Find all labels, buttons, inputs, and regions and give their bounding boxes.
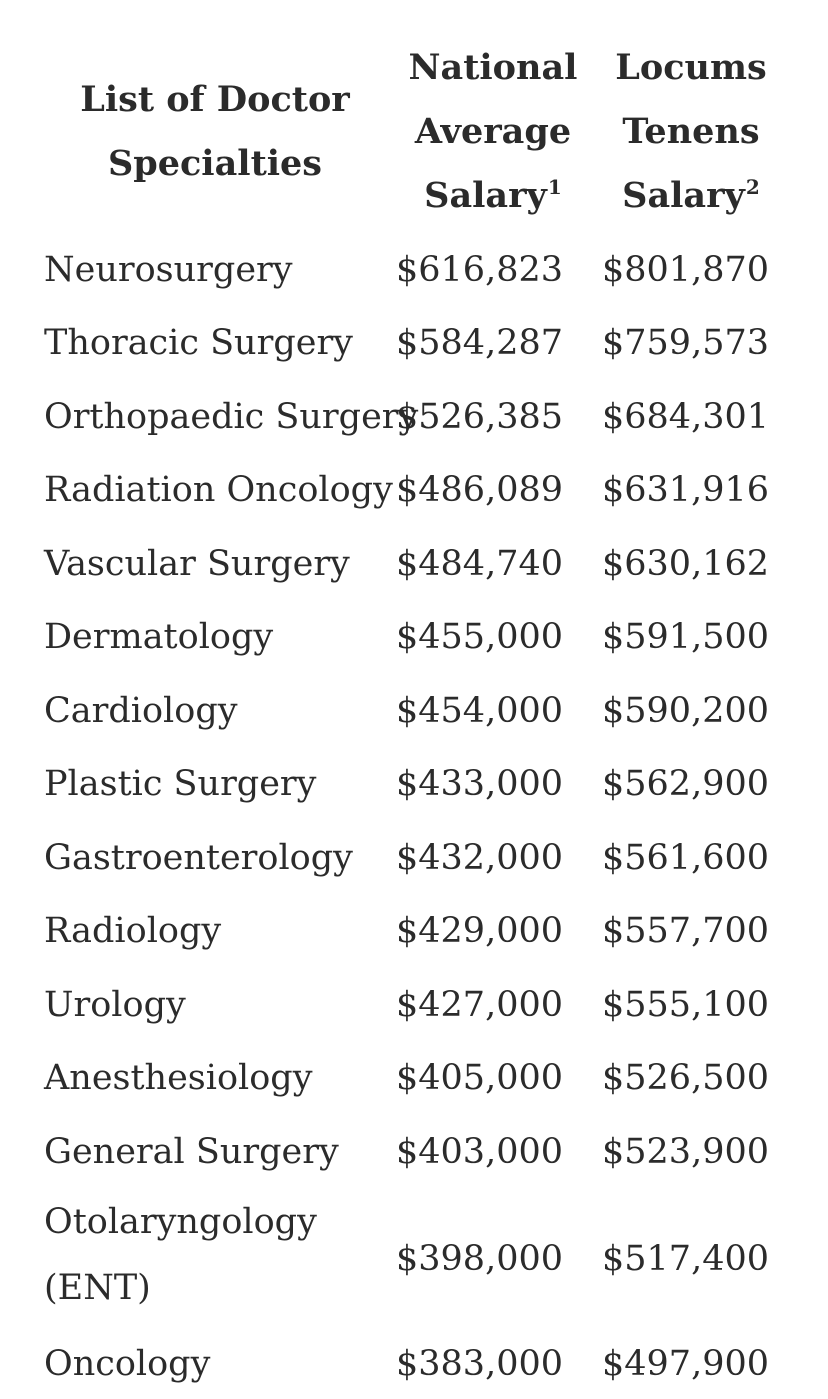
locums-salary-cell: $497,900 bbox=[602, 1344, 770, 1384]
header-locums-tenens bbox=[596, 36, 786, 228]
specialty-cell: Dermatology bbox=[44, 617, 274, 657]
national-salary-cell: $433,000 bbox=[396, 764, 564, 804]
locums-salary-cell: $523,900 bbox=[602, 1132, 770, 1172]
header-locums-line-3-text: Salary bbox=[622, 175, 745, 216]
specialty-line-1: Otolaryngology bbox=[44, 1202, 317, 1242]
national-salary-cell: $405,000 bbox=[396, 1058, 564, 1098]
locums-salary-cell: $517,400 bbox=[602, 1239, 770, 1279]
national-salary-cell: $398,000 bbox=[396, 1239, 564, 1279]
specialty-cell: Urology bbox=[44, 985, 186, 1025]
header-specialty-line-1: List of Doctor bbox=[80, 79, 350, 120]
header-specialty bbox=[30, 68, 400, 196]
header-locums-line-3 bbox=[596, 164, 786, 228]
specialty-cell: Radiology bbox=[44, 911, 222, 951]
national-salary-cell: $432,000 bbox=[396, 838, 564, 878]
specialty-cell: Radiation Oncology bbox=[44, 470, 393, 510]
locums-salary-cell: $801,870 bbox=[602, 250, 770, 290]
national-salary-cell: $584,287 bbox=[396, 323, 564, 363]
header-national-line-3-text: Salary bbox=[424, 175, 547, 216]
locums-salary-cell: $561,600 bbox=[602, 838, 770, 878]
specialty-cell bbox=[44, 1189, 317, 1321]
locums-salary-cell: $555,100 bbox=[602, 985, 770, 1025]
footnote-2-marker: 2 bbox=[745, 175, 760, 200]
locums-salary-cell: $684,301 bbox=[602, 397, 770, 437]
national-salary-cell: $616,823 bbox=[396, 250, 564, 290]
national-salary-cell: $526,385 bbox=[396, 397, 564, 437]
header-national-line-2: Average bbox=[414, 111, 572, 152]
national-salary-cell: $484,740 bbox=[396, 544, 564, 584]
specialty-cell: Neurosurgery bbox=[44, 250, 293, 290]
national-salary-cell: $455,000 bbox=[396, 617, 564, 657]
specialty-cell: Plastic Surgery bbox=[44, 764, 317, 804]
locums-salary-cell: $590,200 bbox=[602, 691, 770, 731]
locums-salary-cell: $591,500 bbox=[602, 617, 770, 657]
header-national-average bbox=[398, 36, 588, 228]
locums-salary-cell: $759,573 bbox=[602, 323, 770, 363]
header-specialty-line-2: Specialties bbox=[107, 143, 323, 184]
specialty-cell: Vascular Surgery bbox=[44, 544, 350, 584]
header-locums-line-2: Tenens bbox=[622, 111, 760, 152]
specialty-cell: Anesthesiology bbox=[44, 1058, 313, 1098]
national-salary-cell: $427,000 bbox=[396, 985, 564, 1025]
locums-salary-cell: $631,916 bbox=[602, 470, 770, 510]
specialty-cell: Oncology bbox=[44, 1344, 211, 1384]
specialty-cell: Orthopaedic Surgery bbox=[44, 397, 419, 437]
specialty-cell: Gastroenterology bbox=[44, 838, 353, 878]
locums-salary-cell: $557,700 bbox=[602, 911, 770, 951]
locums-salary-cell: $630,162 bbox=[602, 544, 770, 584]
specialty-cell: General Surgery bbox=[44, 1132, 339, 1172]
header-locums-line-1: Locums bbox=[615, 47, 767, 88]
locums-salary-cell: $562,900 bbox=[602, 764, 770, 804]
specialty-cell: Thoracic Surgery bbox=[44, 323, 353, 363]
national-salary-cell: $429,000 bbox=[396, 911, 564, 951]
specialty-cell: Cardiology bbox=[44, 691, 238, 731]
national-salary-cell: $403,000 bbox=[396, 1132, 564, 1172]
specialty-line-2: (ENT) bbox=[44, 1268, 151, 1308]
header-national-line-1: National bbox=[408, 47, 578, 88]
footnote-1-marker: 1 bbox=[547, 175, 562, 200]
locums-salary-cell: $526,500 bbox=[602, 1058, 770, 1098]
national-salary-cell: $383,000 bbox=[396, 1344, 564, 1384]
national-salary-cell: $486,089 bbox=[396, 470, 564, 510]
national-salary-cell: $454,000 bbox=[396, 691, 564, 731]
header-national-line-3 bbox=[398, 164, 588, 228]
